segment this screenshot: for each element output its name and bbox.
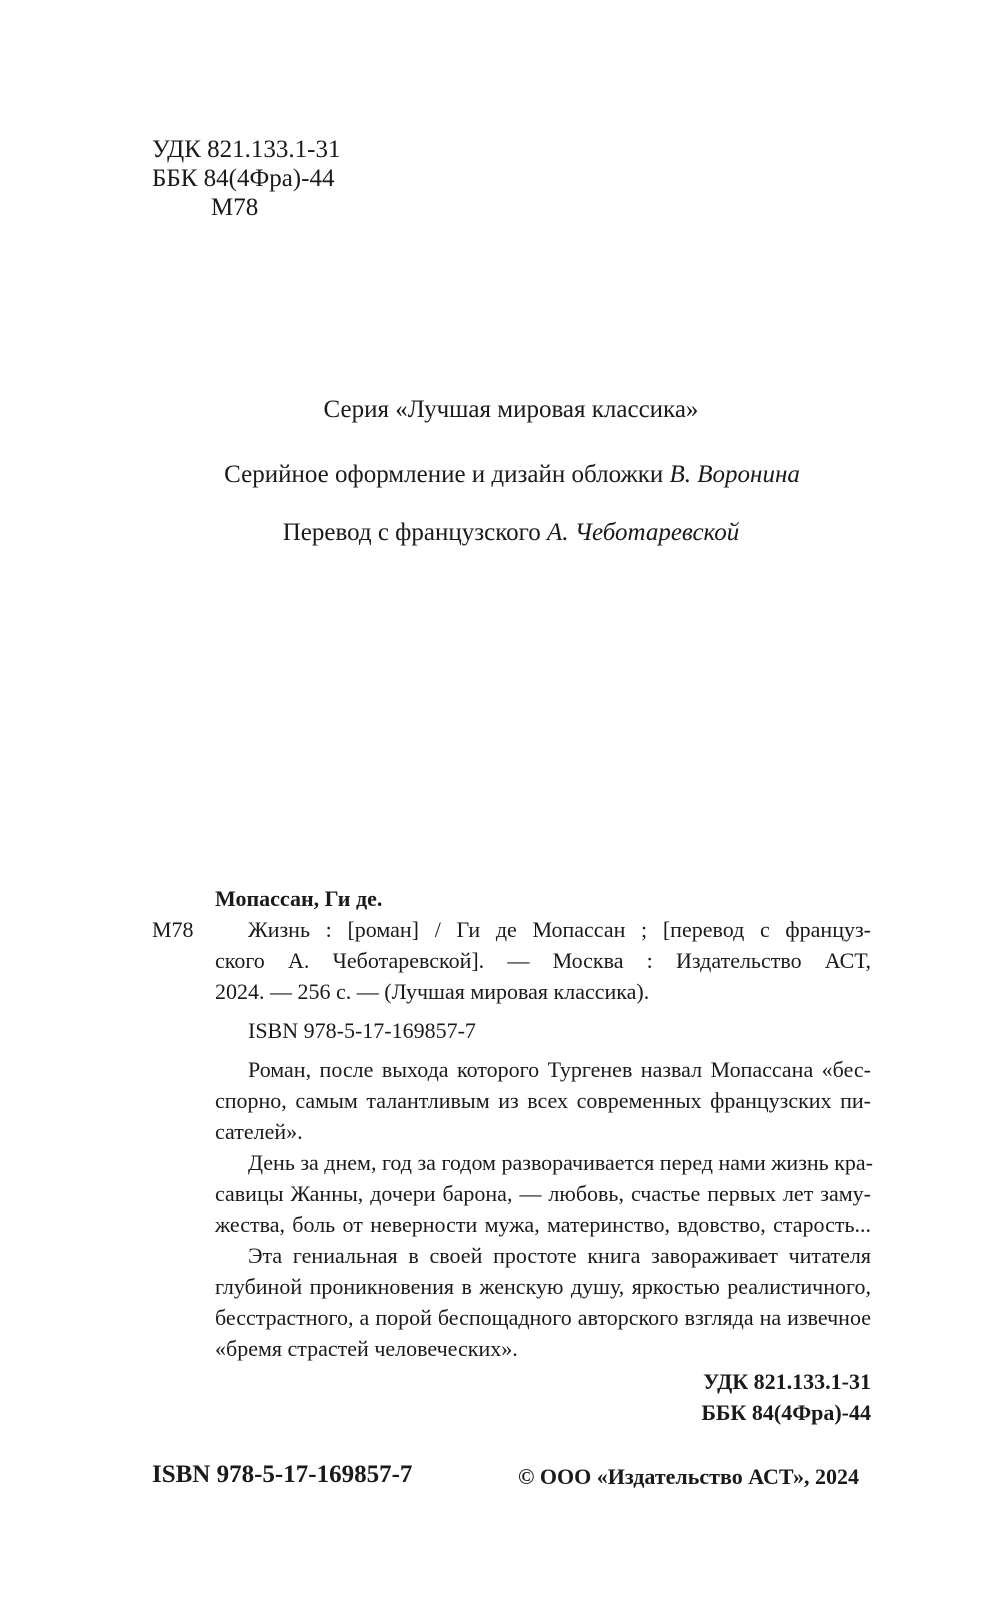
designer-name: В. Воронина: [669, 461, 800, 488]
catalog-udk: УДК 821.133.1-31: [703, 1369, 871, 1394]
annotation-line-10: «бремя страстей человеческих».: [215, 1336, 518, 1361]
annotation-line-7: Эта гениальная в своей простоте книга завораживает читателя: [248, 1243, 871, 1268]
translation-prefix: Перевод с французского: [282, 519, 547, 546]
footer-isbn: ISBN 978-5-17-169857-7: [152, 1461, 413, 1488]
bib-line-1: Жизнь : [роман] / Ги де Мопассан ; [перевод с француз-: [248, 917, 871, 942]
footer-copyright: © ООО «Издательство АСТ», 2024: [517, 1464, 859, 1489]
catalog-author: Мопассан, Ги де.: [215, 886, 383, 911]
design-credit-prefix: Серийное оформление и дизайн обложки: [224, 461, 670, 488]
bib-line-2: ского А. Чеботаревской]. — Москва : Издательство АСТ,: [215, 948, 871, 973]
catalog-bbk: ББК 84(4Фра)-44: [701, 1400, 871, 1425]
translator-name: А. Чеботаревской: [546, 519, 740, 546]
annotation-line-5: савицы Жанны, дочери барона, — любовь, счастье первых лет заму-: [215, 1181, 871, 1206]
annotation-line-2: спорно, самым талантливым из всех современных французских пи-: [215, 1088, 871, 1113]
udk-code: УДК 821.133.1-31: [152, 136, 341, 163]
annotation-line-3: сателей».: [215, 1119, 303, 1144]
annotation-line-4: День за днем, год за годом разворачивается перед нами жизнь кра-: [248, 1150, 873, 1175]
series-line: Серия «Лучшая мировая классика»: [323, 396, 699, 423]
annotation-line-8: глубиной проникновения в женскую душу, яркостью реалистичного,: [215, 1274, 871, 1299]
catalog-mark: М78: [152, 917, 194, 942]
annotation-line-1: Роман, после выхода которого Тургенев назвал Мопассана «бес-: [248, 1057, 871, 1082]
bib-line-3: 2024. — 256 с. — (Лучшая мировая классика).: [215, 979, 650, 1004]
design-credit: [0, 460, 1000, 490]
annotation-line-6: жества, боль от неверности мужа, материнство, вдовство, старость...: [215, 1212, 871, 1237]
bbk-code: ББК 84(4Фра)-44: [152, 165, 335, 192]
annotation-line-9: бесстрастного, а порой беспощадного авторского взгляда на извечное: [215, 1305, 871, 1330]
catalog-isbn: ISBN 978-5-17-169857-7: [248, 1018, 476, 1043]
translation-credit: [0, 518, 1000, 548]
author-mark: М78: [211, 194, 259, 221]
